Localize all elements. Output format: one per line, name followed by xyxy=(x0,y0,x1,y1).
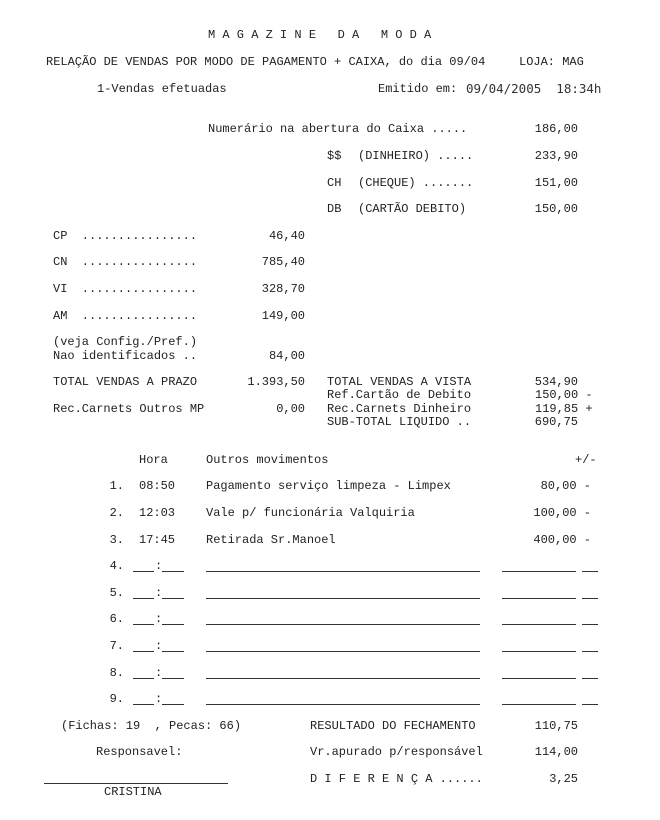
row-time: 12:03 xyxy=(139,506,176,520)
credit-item-label: CP ................ xyxy=(53,229,198,243)
total-prazo-value: 1.393,50 xyxy=(247,375,305,389)
blank-hour-line xyxy=(133,624,154,625)
cash-item-label: (DINHEIRO) ..... xyxy=(358,149,474,163)
rec-outros-label: Rec.Carnets Outros MP xyxy=(53,402,205,416)
row-number: 3. xyxy=(109,533,124,547)
row-number: 6. xyxy=(109,612,124,626)
cash-item-label: (CARTÃO DEBITO) xyxy=(358,202,467,216)
cash-item-code: $$ xyxy=(327,149,342,163)
blank-description-line xyxy=(206,651,480,652)
issued-label: Emitido em: xyxy=(378,82,458,96)
time-separator: : xyxy=(155,559,163,573)
blank-hour-line xyxy=(133,571,154,572)
blank-description-line xyxy=(206,571,480,572)
movements-header: Outros movimentos xyxy=(206,453,329,467)
blank-value-line xyxy=(502,571,576,572)
row-number: 5. xyxy=(109,586,124,600)
total-vista-label: TOTAL VENDAS A VISTA xyxy=(327,375,472,389)
blank-minute-line xyxy=(162,624,184,625)
opening-value: 186,00 xyxy=(534,122,578,136)
resultado-value: 110,75 xyxy=(534,719,578,733)
blank-hour-line xyxy=(133,678,154,679)
blank-minute-line xyxy=(162,651,184,652)
opening-label: Numerário na abertura do Caixa ..... xyxy=(208,122,468,136)
rec-dinheiro-label: Rec.Carnets Dinheiro xyxy=(327,402,472,416)
total-prazo-label: TOTAL VENDAS A PRAZO xyxy=(53,375,198,389)
resultado-label: RESULTADO DO FECHAMENTO xyxy=(310,719,476,733)
blank-description-line xyxy=(206,678,480,679)
row-description: Retirada Sr.Manoel xyxy=(206,533,336,547)
credit-item-label: AM ................ xyxy=(53,309,198,323)
blank-sign-line xyxy=(582,678,598,679)
sign-header: +/- xyxy=(575,453,597,467)
blank-sign-line xyxy=(582,651,598,652)
time-separator: : xyxy=(155,666,163,680)
time-separator: : xyxy=(155,692,163,706)
cash-item-code: DB xyxy=(327,202,342,216)
total-vista-value: 534,90 xyxy=(534,375,578,389)
credit-item-value: 785,40 xyxy=(261,255,305,269)
blank-description-line xyxy=(206,624,480,625)
fichas-summary: (Fichas: 19 , Pecas: 66) xyxy=(61,719,242,733)
diferenca-value: 3,25 xyxy=(549,772,578,786)
credit-item-value: 149,00 xyxy=(261,309,305,323)
signature-line xyxy=(44,783,228,784)
config-note: (veja Config./Pref.) xyxy=(53,335,198,349)
responsavel-label: Responsavel: xyxy=(96,745,183,759)
unidentified-label: Nao identificados .. xyxy=(53,349,198,363)
row-description: Vale p/ funcionária Valquiria xyxy=(206,506,415,520)
blank-sign-line xyxy=(582,571,598,572)
issued-value: 09/04/2005 18:34h xyxy=(466,81,602,96)
blank-sign-line xyxy=(582,598,598,599)
apurado-label: Vr.apurado p/responsável xyxy=(310,745,483,759)
store-label: LOJA: MAG xyxy=(519,55,584,69)
cash-item-value: 151,00 xyxy=(534,176,578,190)
blank-hour-line xyxy=(133,598,154,599)
row-number: 2. xyxy=(109,506,124,520)
credit-item-value: 46,40 xyxy=(268,229,305,243)
time-separator: : xyxy=(155,639,163,653)
credit-item-value: 328,70 xyxy=(261,282,305,296)
cash-item-label: (CHEQUE) ....... xyxy=(358,176,474,190)
rec-dinheiro-value: 119,85 + xyxy=(535,402,593,416)
cash-item-value: 233,90 xyxy=(534,149,578,163)
row-time: 08:50 xyxy=(139,479,176,493)
row-number: 7. xyxy=(109,639,124,653)
credit-item-label: CN ................ xyxy=(53,255,198,269)
blank-value-line xyxy=(502,624,576,625)
blank-description-line xyxy=(206,598,480,599)
apurado-value: 114,00 xyxy=(534,745,578,759)
subtotal-label: SUB-TOTAL LIQUIDO .. xyxy=(327,415,472,429)
blank-hour-line xyxy=(133,651,154,652)
hour-header: Hora xyxy=(139,453,168,467)
blank-value-line xyxy=(502,704,576,705)
store-name: M A G A Z I N E D A M O D A xyxy=(208,28,432,42)
row-value: 400,00 - xyxy=(533,533,591,547)
time-separator: : xyxy=(155,586,163,600)
ref-cartao-label: Ref.Cartão de Debito xyxy=(327,388,472,402)
signature-name: CRISTINA xyxy=(104,785,162,799)
report-title: RELAÇÃO DE VENDAS POR MODO DE PAGAMENTO + CAIXA, do dia 09/04 xyxy=(46,55,486,69)
blank-hour-line xyxy=(133,704,154,705)
credit-item-label: VI ................ xyxy=(53,282,198,296)
blank-minute-line xyxy=(162,704,184,705)
subtotal-value: 690,75 xyxy=(534,415,578,429)
blank-minute-line xyxy=(162,678,184,679)
ref-cartao-value: 150,00 - xyxy=(535,388,593,402)
row-value: 80,00 - xyxy=(540,479,591,493)
row-time: 17:45 xyxy=(139,533,176,547)
blank-minute-line xyxy=(162,598,184,599)
row-description: Pagamento serviço limpeza - Limpex xyxy=(206,479,451,493)
blank-value-line xyxy=(502,598,576,599)
blank-value-line xyxy=(502,651,576,652)
diferenca-label: D I F E R E N Ç A ...... xyxy=(310,772,483,786)
blank-sign-line xyxy=(582,704,598,705)
blank-sign-line xyxy=(582,624,598,625)
cash-item-code: CH xyxy=(327,176,342,190)
section-title: 1-Vendas efetuadas xyxy=(97,82,227,96)
row-number: 1. xyxy=(109,479,124,493)
blank-minute-line xyxy=(162,571,184,572)
row-number: 9. xyxy=(109,692,124,706)
unidentified-value: 84,00 xyxy=(268,349,305,363)
time-separator: : xyxy=(155,612,163,626)
cash-item-value: 150,00 xyxy=(534,202,578,216)
row-value: 100,00 - xyxy=(533,506,591,520)
blank-value-line xyxy=(502,678,576,679)
row-number: 4. xyxy=(109,559,124,573)
blank-description-line xyxy=(206,704,480,705)
row-number: 8. xyxy=(109,666,124,680)
rec-outros-value: 0,00 xyxy=(276,402,305,416)
